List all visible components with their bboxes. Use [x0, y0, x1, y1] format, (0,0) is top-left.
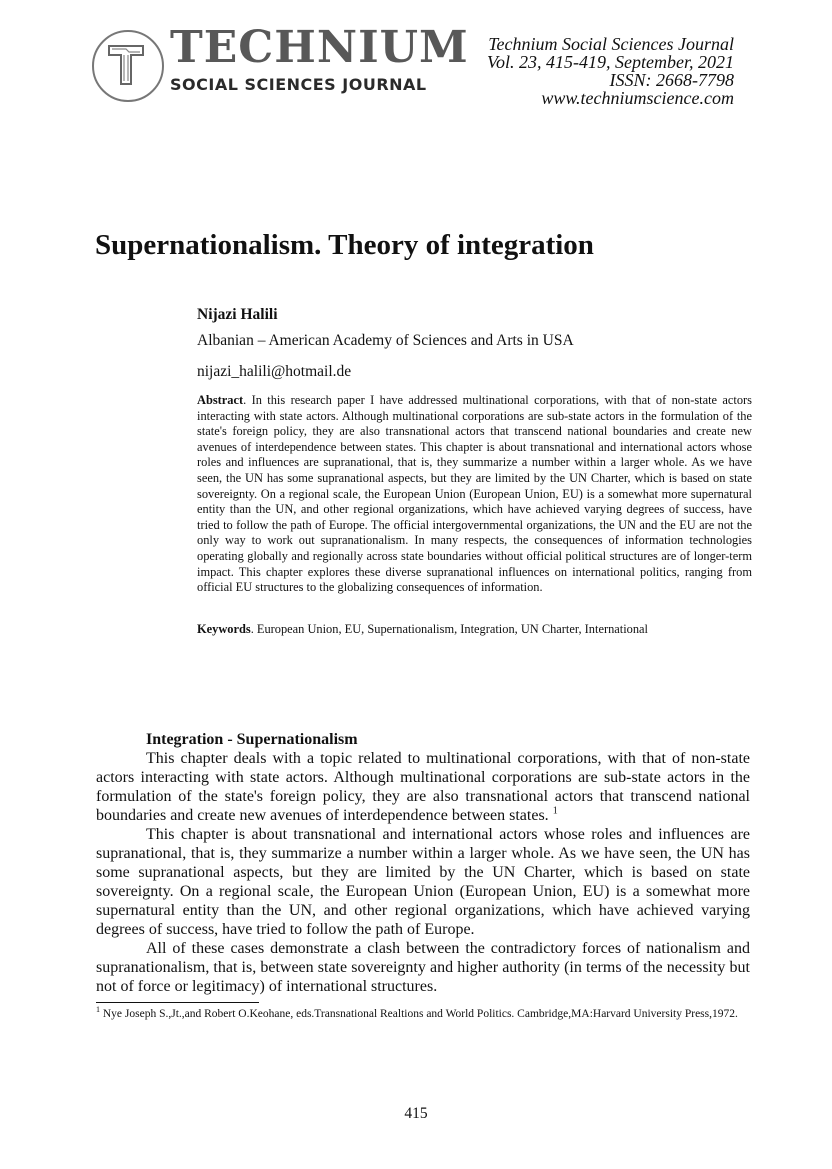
paragraph-text: This chapter deals with a topic related to multinational corporations, with that of non-state actors interacting with state actors. Although multinational corporations are sub-state actors in the formulation of the state's foreign policy, they are also transnational actors that transcend national boundaries and create new avenues of interdependence between states.: [96, 750, 750, 824]
keywords-label: Keywords: [197, 621, 251, 636]
front-matter: [197, 306, 752, 637]
footnote-reference[interactable]: 1: [552, 805, 558, 817]
logo-wordmark: TECHNIUM: [170, 22, 469, 73]
journal-logo: [92, 22, 469, 110]
journal-info: [487, 35, 734, 107]
journal-name: Technium Social Sciences Journal: [488, 34, 734, 54]
author-name: Nijazi Halili: [197, 306, 278, 323]
technium-t-logo-icon: [106, 42, 146, 88]
journal-website[interactable]: www.techniumscience.com: [541, 88, 734, 108]
author-affiliation: Albanian – American Academy of Sciences and Arts in USA: [197, 332, 574, 349]
footnote-marker: 1: [96, 1005, 100, 1015]
abstract-label: Abstract: [197, 393, 244, 407]
journal-volume: Vol. 23, 415-419, September, 2021: [487, 52, 734, 72]
journal-issn: ISSN: 2668-7798: [609, 70, 734, 90]
section-heading: Integration - Supernationalism: [146, 731, 358, 748]
author-email[interactable]: nijazi_halili@hotmail.de: [197, 363, 352, 380]
keywords-text: . European Union, EU, Supernationalism, Integration, UN Charter, International: [250, 621, 648, 636]
main-content: [96, 730, 750, 1022]
footnote: [96, 1007, 750, 1022]
abstract-text: . In this research paper I have addressed multinational corporations, with that of non-state actors interacting with state actors. Although multinational corporations are sub-state actors in the formulation of the state's foreign policy, they are also transnational actors that transcend national boundaries and create new avenues of interdependence between states. This chapter is about transnational and international actors whose roles and influences are supranational, that is, they summarize a number within a larger whole. As we have seen, the UN has some supranational aspects, but they are limited by the UN Charter, which is based on state sovereignty. On a regional scale, the European Union (European Union, EU) is a somewhat more supernatural entity than the UN, and other regional organizations, which have achieved varying degrees of success, have tried to follow the path of Europe. The official intergovernmental organizations, the UN and the EU are not the only way to work out supranationalism. In many respects, the consequences of information technologies operating globally and regionally across state boundaries without official political structures are of longer-term impact. This chapter explores these diverse supranational influences on international politics, ranging from official EU structures to the globalizing consequences of information.: [197, 393, 752, 595]
paragraph: [96, 749, 750, 825]
keywords: [197, 622, 752, 638]
footnote-divider: [96, 1002, 259, 1003]
footnote-text: Nye Joseph S.,Jt.,and Robert O.Keohane, eds.Transnational Realtions and World Politics. Cambridge,MA:Harvard University Press,1972.: [100, 1008, 738, 1020]
body-text: [96, 749, 750, 996]
paragraph: All of these cases demonstrate a clash between the contradictory forces of nationalism and supranationalism, that is, between state sovereignty and higher authority (in terms of the necessity but not of force or legitimacy) of international structures.: [96, 940, 750, 995]
article-title: Supernationalism. Theory of integration: [95, 229, 594, 261]
page-number: 415: [404, 1105, 428, 1122]
paragraph: This chapter is about transnational and international actors whose roles and influences are supranational, that is, they summarize a number within a larger whole. As we have seen, the UN has some supranational aspects, but they are limited by the UN Charter, which is based on state sovereignty. On a regional scale, the European Union (European Union, EU) is a somewhat more supernatural entity than the UN, and other regional organizations, which have achieved varying degrees of success, have tried to follow the path of Europe.: [96, 826, 750, 938]
logo-subtitle: SOCIAL SCIENCES JOURNAL: [170, 75, 427, 94]
abstract: [197, 393, 752, 596]
